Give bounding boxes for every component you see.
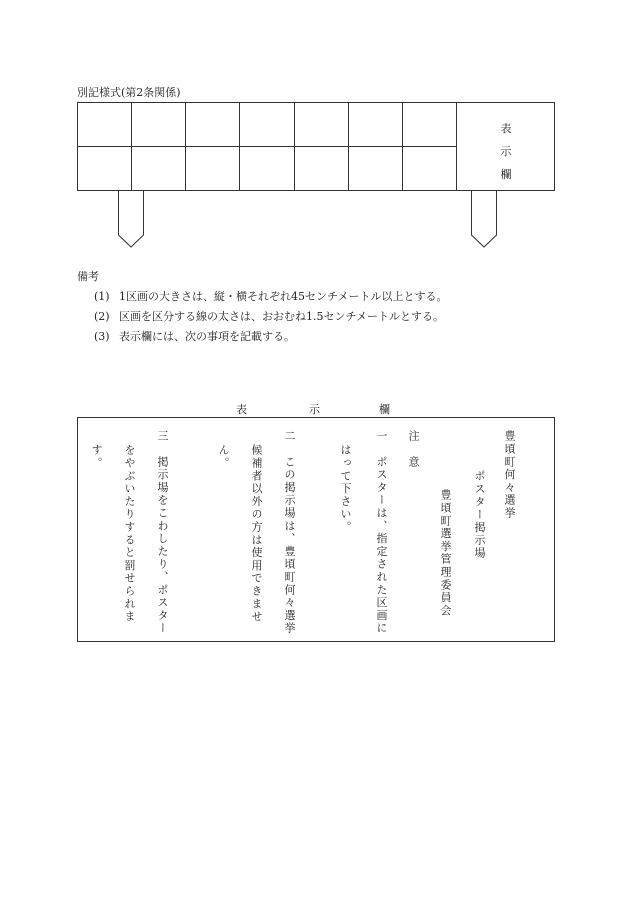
election-name: 豊頃町何々選挙 bbox=[503, 430, 516, 520]
poster-section bbox=[78, 147, 132, 191]
poster-section bbox=[403, 147, 457, 191]
note-line: をやぶいたりすると罰せられま bbox=[123, 444, 136, 624]
remark-number: (2) bbox=[94, 310, 110, 323]
note-line: ん。 bbox=[217, 444, 230, 470]
poster-section bbox=[403, 103, 457, 147]
form-title: 別記様式(第2条関係) bbox=[77, 86, 181, 99]
remark-item bbox=[94, 328, 295, 344]
display-char: 表 bbox=[500, 122, 512, 135]
panel-title-char: 示 bbox=[309, 403, 320, 416]
remark-text: 表示欄には、次の事項を記載する。 bbox=[119, 330, 295, 343]
poster-sections bbox=[78, 103, 457, 190]
remark-item bbox=[94, 288, 448, 304]
remark-text: 1区画の大きさは、縦・横それぞれ45センチメートル以上とする。 bbox=[119, 290, 448, 303]
note-line: す。 bbox=[90, 444, 103, 470]
panel-title-char: 表 bbox=[236, 403, 247, 416]
poster-section bbox=[78, 103, 132, 147]
remark-item bbox=[94, 308, 444, 324]
display-panel bbox=[77, 417, 555, 642]
poster-section bbox=[349, 147, 403, 191]
poster-section bbox=[240, 147, 294, 191]
display-column bbox=[457, 103, 555, 190]
note-line: 二 この掲示場は、豊頃町何々選挙 bbox=[283, 430, 296, 635]
poster-section bbox=[349, 103, 403, 147]
remark-number: (1) bbox=[94, 290, 110, 303]
post-left bbox=[118, 190, 144, 248]
post-right bbox=[471, 190, 497, 248]
notice-heading: 注 意 bbox=[407, 430, 420, 469]
poster-section bbox=[186, 147, 240, 191]
board-name: ポスター掲示場 bbox=[473, 470, 486, 560]
poster-section bbox=[132, 103, 186, 147]
poster-section bbox=[132, 147, 186, 191]
poster-section bbox=[295, 147, 349, 191]
remark-number: (3) bbox=[94, 330, 110, 343]
poster-section bbox=[295, 103, 349, 147]
poster-section bbox=[240, 103, 294, 147]
committee-name: 豊頃町選挙管理委員会 bbox=[439, 489, 452, 617]
remark-text: 区画を区分する線の太さは、おおむね1.5センチメートルとする。 bbox=[119, 310, 445, 323]
poster-section bbox=[186, 103, 240, 147]
note-line: 一 ポスターは、指定された区画に bbox=[375, 430, 388, 635]
note-line: 三 掲示場をこわしたり、ポスター bbox=[156, 430, 169, 635]
poster-board-grid bbox=[77, 102, 555, 191]
note-line: 候補者以外の方は使用できませ bbox=[250, 444, 263, 624]
remarks-heading: 備考 bbox=[77, 270, 99, 283]
display-char: 示 bbox=[500, 145, 512, 158]
display-char: 欄 bbox=[500, 168, 512, 181]
note-line: はって下さい。 bbox=[339, 444, 352, 534]
panel-title-char: 欄 bbox=[379, 403, 390, 416]
